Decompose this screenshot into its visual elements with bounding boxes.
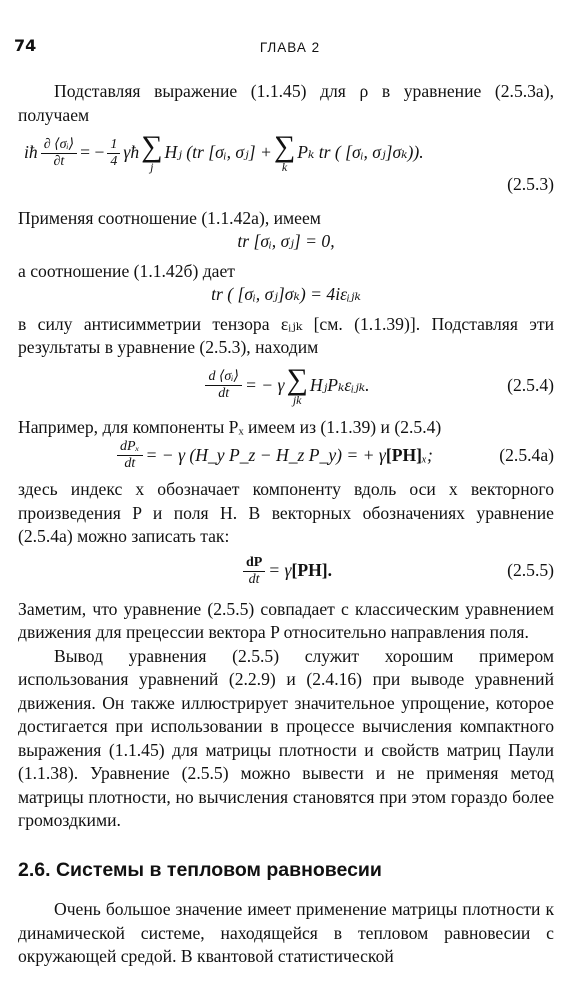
paragraph: Подставляя выражение (1.1.45) для ρ в уравнение (2.5.3а), получаем — [18, 81, 554, 125]
paragraph: Вывод уравнения (2.5.5) служит хорошим примером использования уравнений (2.2.9) и (2.4.16) при выводе уравнений движения. Он также иллюстрирует значительное упрощение, которое достигается при использовании в процессе вычисления компактного выражения (1.1.45) для матрицы плотности и свойств матриц Паули (1.1.38). Уравнение (2.5.5) можно вывести и не применяя метод матрицы плотности, но вычисления становятся при этом гораздо более громоздкими. — [18, 645, 554, 830]
sum-symbol: ∑ j — [141, 130, 163, 174]
sum-symbol: ∑ k — [273, 130, 296, 174]
equation-number: (2.5.4) — [507, 374, 554, 395]
equation-trace-product: tr ( [σᵢ, σⱼ]σₖ) = 4iεᵢⱼₖ — [211, 284, 361, 304]
fraction: $\frac{1}{4}$ — [107, 137, 120, 170]
equation-2-5-4a: $\frac{\text{dPₓ}}{dt}$ = − γ (H_y P_z − H_z P_y) = + γ [PH] ₓ; (2.5.4а) — [18, 439, 554, 472]
sum-symbol: ∑ jk — [286, 362, 308, 407]
equation-2-5-5: $\frac{dP}{dt}$ = γ [PH]. (2.5.5) — [18, 555, 554, 588]
equation-number: (2.5.5) — [507, 560, 554, 581]
section-title: 2.6. Системы в тепловом равновесии — [18, 858, 382, 881]
paragraph: в силу антисимметрии тензора εᵢⱼₖ [см. (1.1.39)]. Подставляя эти результаты в уравнение (2.5.3), находим — [18, 313, 554, 357]
page-content — [18, 80, 554, 969]
paragraph: а соотношение (1.1.42б) дает — [18, 260, 235, 281]
equation-number: (2.5.4а) — [499, 444, 554, 465]
paragraph: Заметим, что уравнение (2.5.5) совпадает с классическим уравнением движения для прецессии вектора P относительно направления поля. — [18, 598, 554, 642]
fraction: $\frac{\text{dPₓ}}{dt}$ — [117, 439, 143, 472]
equation-2-5-3: iħ $\frac{\text{∂ ⟨σᵢ⟩}}{\partial t}$ = − $\frac{1}{4}$ γħ ∑ j Hⱼ (tr [σᵢ, σⱼ] + ∑ k Pₖ tr ( [σᵢ, σⱼ]σₖ)). — [24, 130, 424, 174]
page-number: 74 — [14, 36, 37, 55]
paragraph: Очень большое значение имеет применение матрицы плотности к динамической системе, находящейся в тепловом равновесии с окружающей средой. В квантовой статистической — [18, 899, 554, 966]
fraction: $\frac{dP}{dt}$ — [243, 555, 265, 588]
paragraph: Применяя соотношение (1.1.42а), имеем — [18, 207, 321, 228]
equation-2-5-4: $\frac{\text{d ⟨σᵢ⟩}}{dt}$ = − γ ∑ jk HⱼPₖεᵢⱼₖ. (2.5.4) — [18, 366, 554, 406]
fraction: $\frac{\text{d ⟨σᵢ⟩}}{dt}$ — [205, 369, 242, 402]
paragraph: Например, для компоненты Pₓ имеем из (1.1.39) и (2.5.4) — [18, 416, 442, 437]
running-head: ГЛАВА 2 — [259, 40, 321, 55]
fraction: $\frac{\text{∂ ⟨σᵢ⟩}}{\partial t}$ — [41, 137, 77, 170]
paragraph: здесь индекс x обозначает компоненту вдоль оси x векторного произведения P и поля H. В векторных обозначениях уравнение (2.5.4а) можно записать так: — [18, 479, 554, 546]
equation-trace-commutator: tr [σᵢ, σⱼ] = 0, — [237, 231, 335, 251]
equation-number: (2.5.3) — [507, 174, 554, 194]
